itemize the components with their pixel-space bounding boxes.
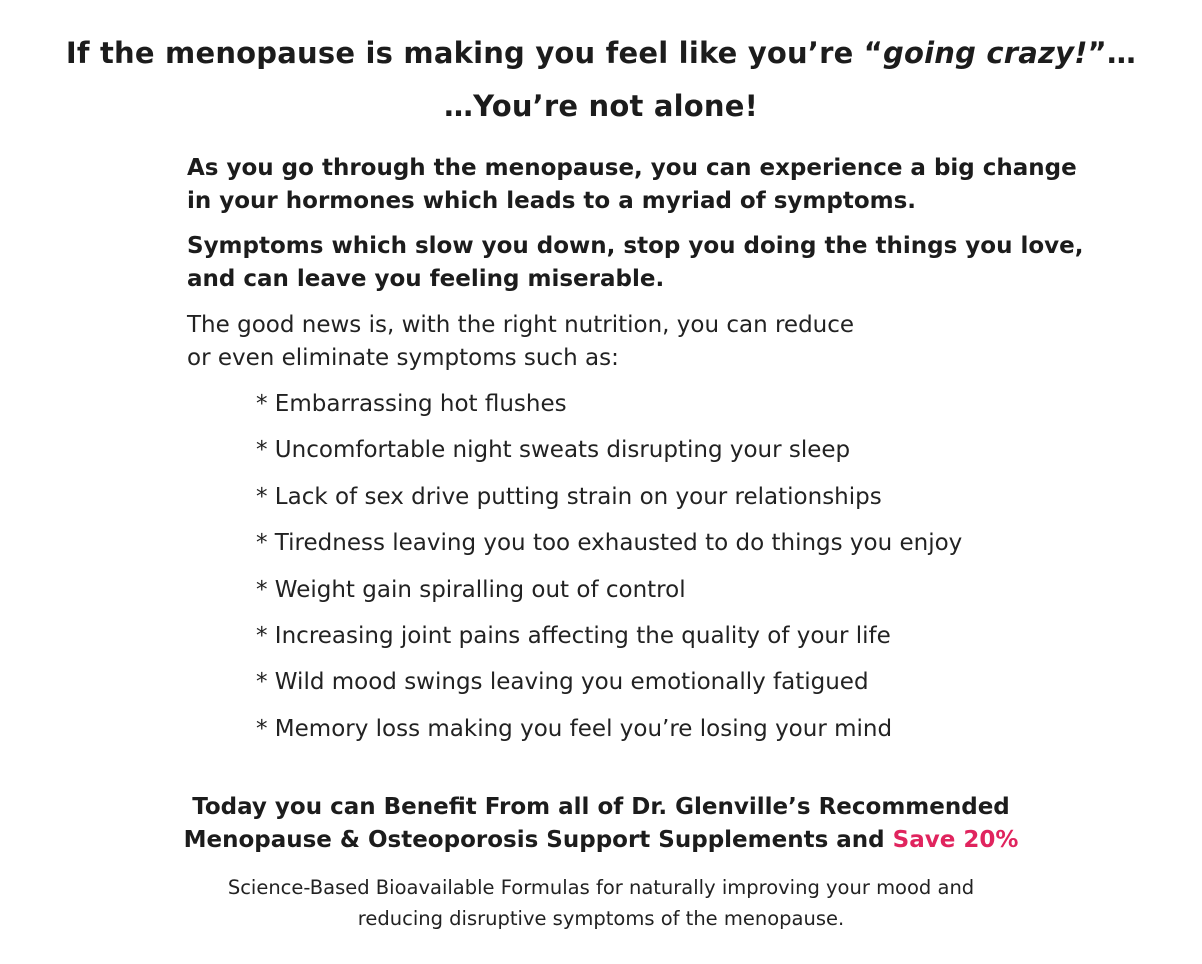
headline-line-1	[0, 36, 1202, 70]
tagline	[0, 872, 1202, 934]
symptom-item: * Increasing joint pains affecting the quality of your life	[256, 622, 891, 649]
offer-line-2-text: Menopause & Osteoporosis Support Supplements and	[183, 827, 893, 853]
offer-heading	[0, 791, 1202, 857]
lead-line-2: or even eliminate symptoms such as:	[187, 345, 619, 371]
symptom-item: * Embarrassing hot flushes	[256, 391, 567, 417]
tagline-line-1: Science-Based Bioavailable Formulas for naturally improving your mood and	[227, 876, 975, 899]
lead-paragraph	[187, 309, 947, 375]
headline-emphasis: going crazy!	[883, 36, 1088, 70]
symptom-item: * Lack of sex drive putting strain on your relationships	[256, 483, 882, 510]
intro-paragraph-2: Symptoms which slow you down, stop you doing the things you love, and can leave you feeling miserable.	[187, 233, 1084, 292]
headline-line-1-post: ”…	[1087, 36, 1137, 70]
symptom-item: * Weight gain spiralling out of control	[256, 576, 686, 603]
lead-line-1: The good news is, with the right nutrition, you can reduce	[187, 312, 855, 338]
intro-paragraph-1: As you go through the menopause, you can experience a big change in your hormones which leads to a myriad of symptoms.	[187, 155, 1077, 214]
offer-line-1: Today you can Benefit From all of Dr. Glenville’s Recommended	[192, 794, 1010, 820]
symptom-list	[256, 386, 962, 757]
symptom-item: * Wild mood swings leaving you emotionally fatigued	[256, 669, 869, 696]
tagline-line-2: reducing disruptive symptoms of the menopause.	[357, 907, 845, 930]
save-percentage-highlight: Save 20%	[892, 827, 1019, 853]
symptom-item: * Memory loss making you feel you’re losing your mind	[256, 715, 893, 742]
symptom-item: * Tiredness leaving you too exhausted to do things you enjoy	[256, 530, 963, 557]
symptom-item: * Uncomfortable night sweats disrupting your sleep	[256, 437, 851, 464]
headline-line-2: …You’re not alone!	[443, 89, 759, 123]
offer-line-2	[0, 824, 1202, 857]
headline-line-1-pre: If the menopause is making you feel like you’re “	[65, 36, 884, 70]
